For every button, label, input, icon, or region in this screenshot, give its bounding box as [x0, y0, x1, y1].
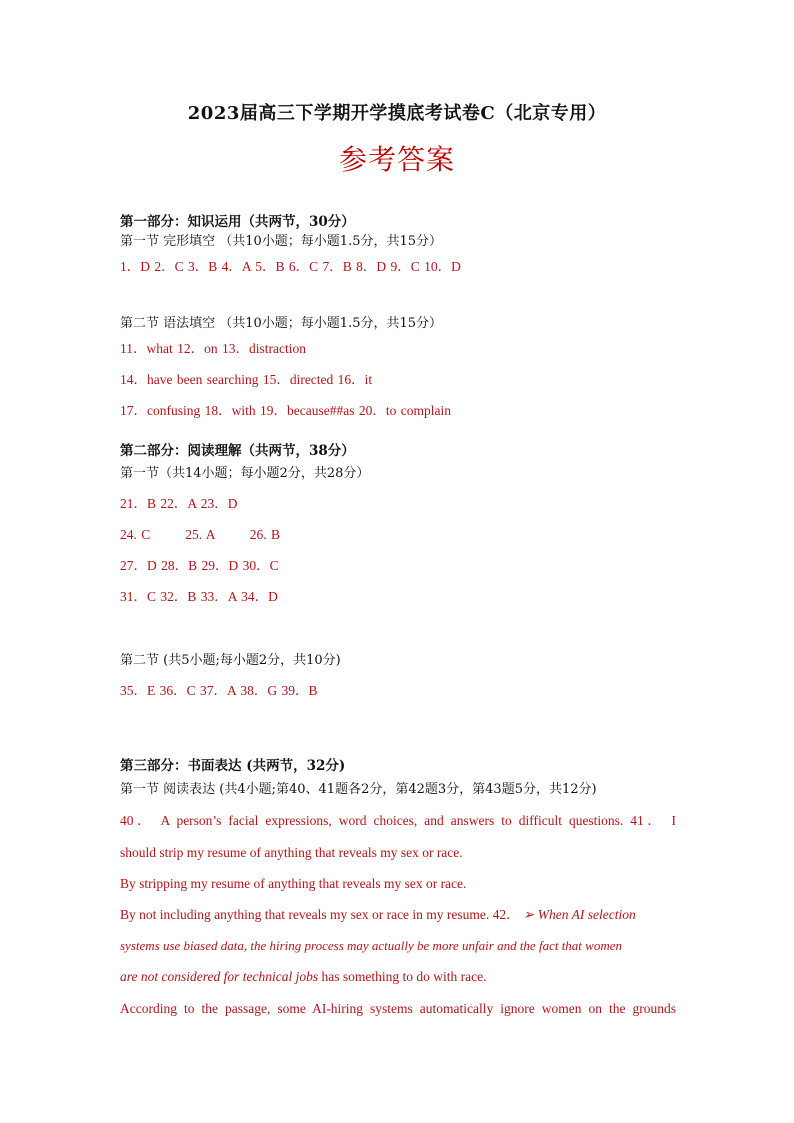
part3-answer-line6-text: has something to do with race.	[318, 969, 487, 984]
part2-section2-heading: 第二节 (共5小题;每小题2分，共10分)	[120, 653, 341, 668]
part1-section2-row1: 11．what 12．on 13．distraction	[120, 341, 306, 356]
part3-answer-line6-italic: are not considered for technical jobs	[120, 969, 319, 984]
part1-section1-answers: 1．D 2．C 3．B 4．A 5．B 6．C 7．B 8．D 9．C 10．D	[120, 259, 461, 274]
part3-answer-line1: 40． A person’s facial expressions, word choices, and answers to difficult questions. 41． I	[120, 813, 676, 828]
part3-answer-line6	[120, 969, 676, 985]
part3-answer-line7: According to the passage, some AI-hiring systems automatically ignore women on the grounds	[120, 1001, 676, 1016]
page-title: 2023届高三下学期开学摸底考试卷C（北京专用）	[187, 103, 607, 124]
part3-answer-line4-italic: ➢ When AI selection	[523, 907, 636, 922]
part2-row2: 24. C 25. A 26. B	[120, 527, 281, 542]
part3-heading: 第三部分：书面表达 (共两节，32分)	[120, 758, 346, 774]
part3-answer-line4	[120, 907, 676, 923]
part3-section1-heading: 第一节 阅读表达 (共4小题;第40、41题各2分，第42题3分，第43题5分，共12分)	[120, 782, 597, 797]
part1-section1-heading: 第一节 完形填空 （共10小题；每小题1.5分，共15分）	[120, 234, 443, 249]
part2-row3: 27．D 28．B 29．D 30．C	[120, 558, 279, 573]
part1-heading: 第一部分：知识运用（共两节，30分）	[120, 214, 355, 230]
part2-heading: 第二部分：阅读理解（共两节，38分）	[120, 443, 355, 459]
part2-section2-answers: 35．E 36．C 37．A 38．G 39．B	[120, 683, 318, 698]
part3-answer-line3: By stripping my resume of anything that reveals my sex or race.	[120, 876, 467, 891]
page-subtitle: 参考答案	[338, 143, 455, 176]
part2-row1: 21．B 22．A 23．D	[120, 496, 238, 511]
part3-answer-line2: should strip my resume of anything that reveals my sex or race.	[120, 845, 463, 860]
part1-section2-row3: 17．confusing 18．with 19．because##as 20．to complain	[120, 403, 451, 418]
part3-answer-line5: systems use biased data, the hiring process may actually be more unfair and the fact that women	[120, 938, 622, 953]
part2-section1-heading: 第一节（共14小题；每小题2分，共28分）	[120, 466, 370, 481]
part1-section2-heading: 第二节 语法填空 （共10小题；每小题1.5分，共15分）	[120, 316, 443, 331]
part2-row4: 31．C 32．B 33．A 34．D	[120, 589, 278, 604]
part1-section2-row2: 14．have been searching 15．directed 16．it	[120, 372, 373, 387]
part3-answer-line4-text: By not including anything that reveals my sex or race in my resume. 42．	[120, 907, 520, 922]
